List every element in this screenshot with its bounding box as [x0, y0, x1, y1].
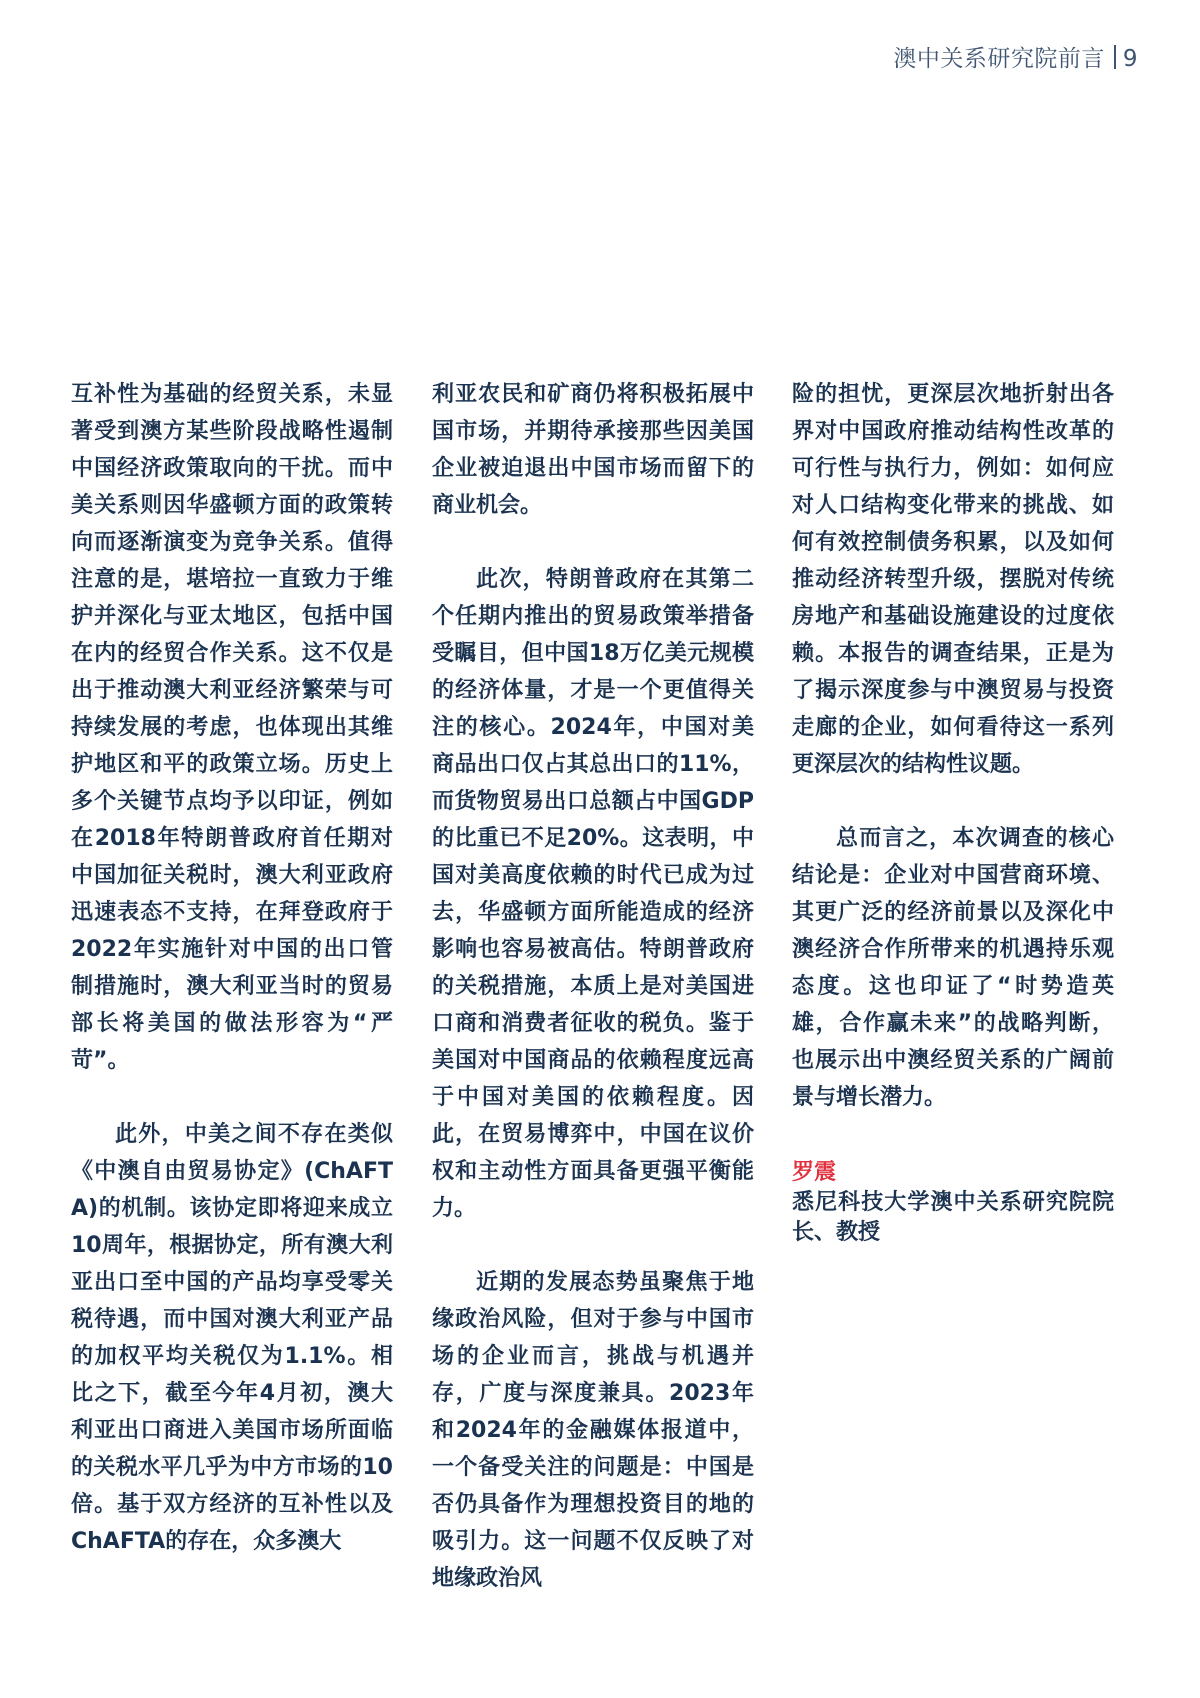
text-column-2	[432, 376, 754, 1634]
paragraph: 险的担忧，更深层次地折射出各界对中国政府推动结构性改革的可行性与执行力，例如：如何应对人口结构变化带来的挑战、如何有效控制债务积累，以及如何推动经济转型升级，摆脱对传统房地产和基础设施建设的过度依赖。本报告的调查结果，正是为了揭示深度参与中澳贸易与投资走廊的企业，如何看待这一系列更深层次的结构性议题。	[792, 382, 1114, 777]
page-number: 9	[1122, 46, 1138, 72]
signature-block	[792, 1158, 1114, 1248]
author-name: 罗震	[792, 1160, 837, 1185]
author-title: 悉尼科技大学澳中关系研究院院长、教授	[792, 1190, 1114, 1245]
paragraph: 总而言之，本次调查的核心结论是：企业对中国营商环境、其更广泛的经济前景以及深化中澳经济合作所带来的机遇持乐观态度。这也印证了“时势造英雄，合作赢未来”的战略判断，也展示出中澳经贸关系的广阔前景与增长潜力。	[792, 826, 1114, 1110]
running-header	[893, 40, 1138, 73]
text-column-3	[792, 376, 1114, 1248]
section-title: 澳中关系研究院前言	[893, 46, 1105, 72]
paragraph: 互补性为基础的经贸关系，未显著受到澳方某些阶段战略性遏制中国经济政策取向的干扰。而中美关系则因华盛顿方面的政策转向而逐渐演变为竞争关系。值得注意的是，堪培拉一直致力于维护并深化与亚太地区，包括中国在内的经贸合作关系。这不仅是出于推动澳大利亚经济繁荣与可持续发展的考虑，也体现出其维护地区和平的政策立场。历史上多个关键节点均予以印证，例如在2018年特朗普政府首任期对中国加征关税时，澳大利亚政府迅速表态不支持，在拜登政府于2022年实施针对中国的出口管制措施时，澳大利亚当时的贸易部长将美国的做法形容为“严苛”。	[71, 382, 393, 1073]
header-divider	[1114, 45, 1116, 69]
paragraph: 此次，特朗普政府在其第二个任期内推出的贸易政策举措备受瞩目，但中国18万亿美元规模的经济体量，才是一个更值得关注的核心。2024年，中国对美商品出口仅占其总出口的11%，而货物贸易出口总额占中国GDP的比重已不足20%。这表明，中国对美高度依赖的时代已成为过去，华盛顿方面所能造成的经济影响也容易被高估。特朗普政府的关税措施，本质上是对美国进口商和消费者征收的税负。鉴于美国对中国商品的依赖程度远高于中国对美国的依赖程度。因此，在贸易博弈中，中国在议价权和主动性方面具备更强平衡能力。	[432, 567, 754, 1221]
paragraph: 此外，中美之间不存在类似《中澳自由贸易协定》(ChAFTA)的机制。该协定即将迎来成立10周年，根据协定，所有澳大利亚出口至中国的产品均享受零关税待遇，而中国对澳大利亚产品的加权平均关税仅为1.1%。相比之下，截至今年4月初，澳大利亚出口商进入美国市场所面临的关税水平几乎为中方市场的10倍。基于双方经济的互补性以及ChAFTA的存在，众多澳大	[71, 1122, 393, 1554]
paragraph: 利亚农民和矿商仍将积极拓展中国市场，并期待承接那些因美国企业被迫退出中国市场而留下的商业机会。	[432, 382, 754, 518]
text-column-1	[71, 376, 393, 1597]
paragraph: 近期的发展态势虽聚焦于地缘政治风险，但对于参与中国市场的企业而言，挑战与机遇并存，广度与深度兼具。2023年和2024年的金融媒体报道中，一个备受关注的问题是：中国是否仍具备作为理想投资目的地的吸引力。这一问题不仅反映了对地缘政治风	[432, 1270, 754, 1591]
